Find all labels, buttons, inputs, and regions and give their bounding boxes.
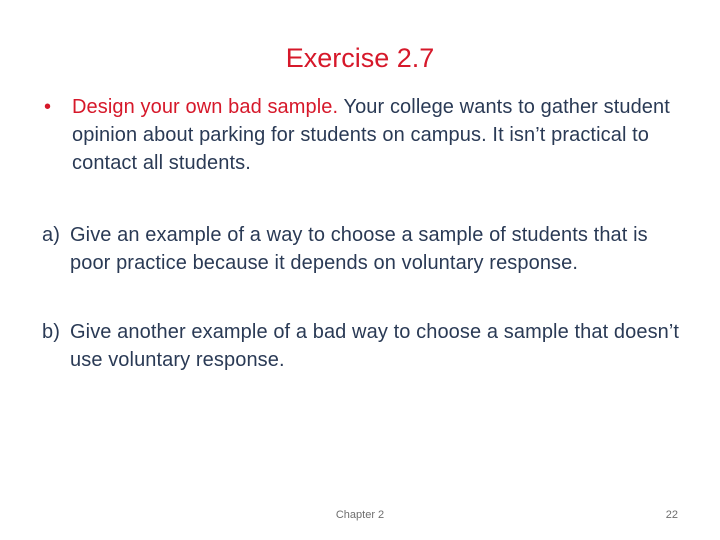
question-b-row <box>42 318 692 374</box>
intro-bullet <box>42 93 692 177</box>
question-a-row <box>42 221 692 277</box>
scenario-text: Your college wants to gather student opinion about parking for students on campus. It isn’t practical to contact all students. <box>72 96 670 174</box>
question-a-text: Give an example of a way to choose a sample of students that is poor practice because it depends on voluntary response. <box>70 224 648 274</box>
question-b-text: Give another example of a bad way to choose a sample that doesn’t use voluntary response. <box>70 321 680 371</box>
intro-bullet-text <box>72 93 692 177</box>
footer-chapter: Chapter 2 <box>335 509 385 521</box>
question-b <box>42 318 692 374</box>
question-a <box>42 221 692 277</box>
question-a-marker: a) <box>42 224 60 246</box>
bullet-marker: • <box>44 96 52 118</box>
slide-title: Exercise 2.7 <box>285 43 435 73</box>
highlighted-instruction: Design your own bad sample. <box>72 96 339 118</box>
footer-page-number: 22 <box>665 509 678 521</box>
question-b-marker: b) <box>42 321 60 343</box>
intro-bullet-row <box>42 93 692 177</box>
